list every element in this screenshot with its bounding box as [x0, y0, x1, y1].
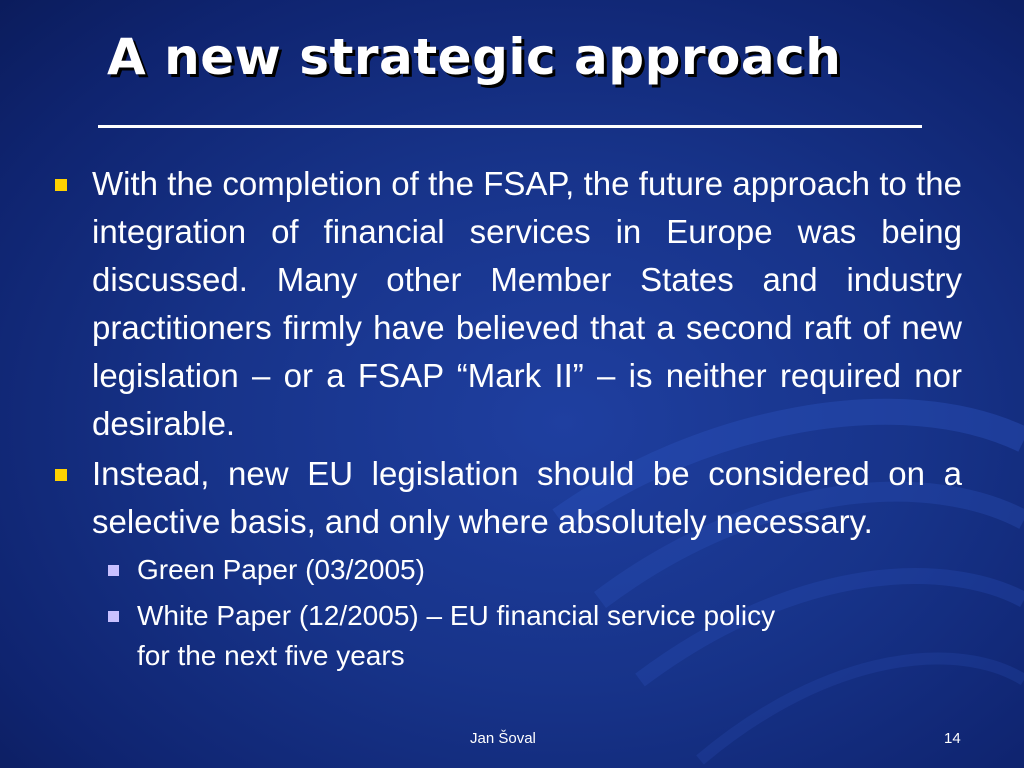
title-divider	[98, 125, 922, 128]
footer-author: Jan Šoval	[470, 730, 536, 747]
sub-bullet-item	[55, 548, 962, 592]
sub-bullet-item	[55, 594, 962, 638]
sub-bullet-continuation	[55, 634, 962, 678]
square-bullet-icon	[55, 179, 67, 191]
sub-bullet-text: Green Paper (03/2005)	[137, 554, 425, 585]
page-number: 14	[944, 730, 961, 747]
slide-title: A new strategic approach	[107, 28, 842, 86]
bullet-item	[55, 450, 962, 546]
slide-content	[55, 160, 962, 678]
square-bullet-icon	[55, 469, 67, 481]
bullet-text: With the completion of the FSAP, the future approach to the integration of financial services in Europe was being discussed. Many other Member States and industry practitioners firmly have believed that a second raft of new legislation – or a FSAP “Mark II” – is neither required nor desirable.	[92, 165, 962, 442]
square-sub-bullet-icon	[108, 565, 119, 576]
bullet-text: Instead, new EU legislation should be considered on a selective basis, and only where absolutely necessary.	[92, 455, 962, 540]
sub-bullet-text: for the next five years	[137, 640, 405, 671]
bullet-item	[55, 160, 962, 448]
square-sub-bullet-icon	[108, 611, 119, 622]
sub-bullet-text: White Paper (12/2005) – EU financial service policy	[137, 600, 776, 631]
